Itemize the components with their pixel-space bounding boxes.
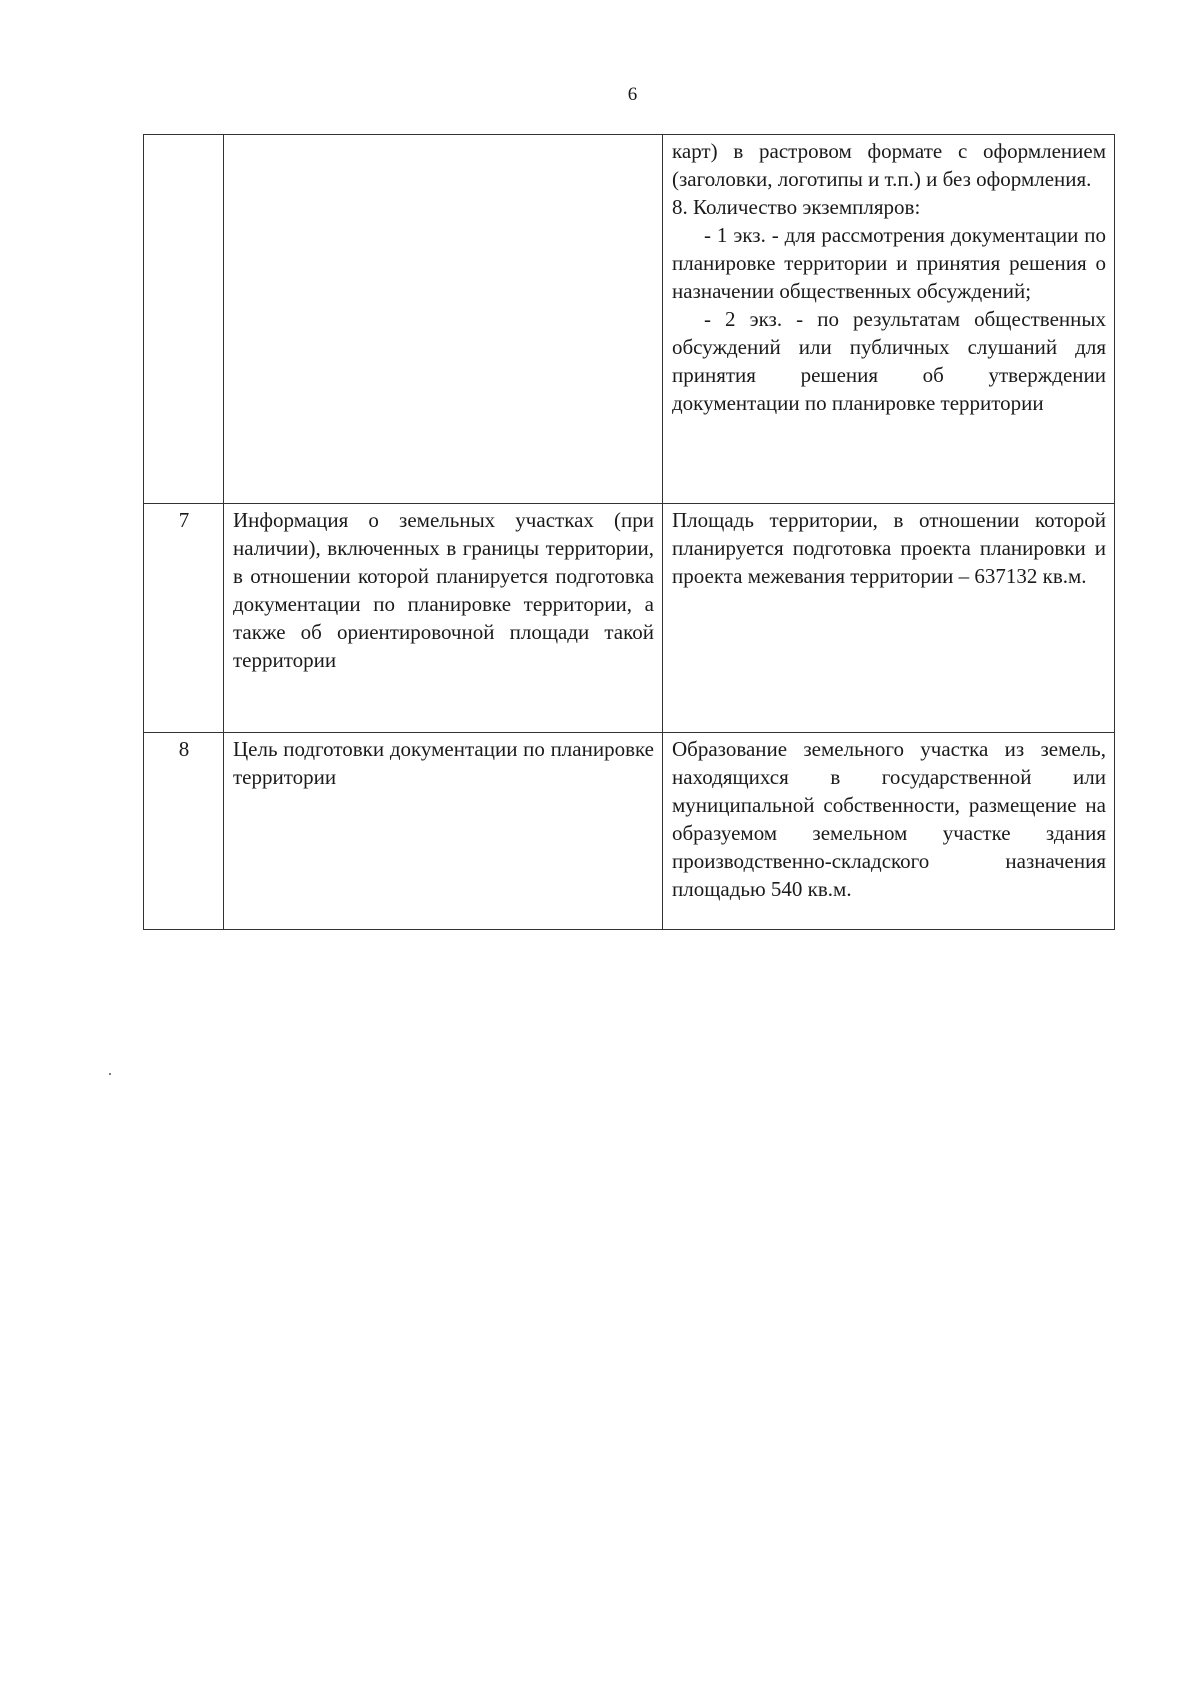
value-paragraph: 8. Количество экземпляров: <box>672 195 921 219</box>
value-paragraph: карт) в растровом формате с оформлением (заголовки, логотипы и т.п.) и без оформления. <box>672 139 1106 191</box>
table-row <box>144 135 1115 504</box>
row-name-cell: Информация о земельных участках (при наличии), включенных в границы территории, в отношении которой планируется подготовка документации по планировке территории, а также об ориентировочной площади такой территории <box>224 504 663 733</box>
page-number: 6 <box>627 84 638 105</box>
row-number-cell: 8 <box>144 733 224 930</box>
scan-speck <box>109 1073 111 1075</box>
row-value-cell: Площадь территории, в отношении которой планируется подготовка проекта планировки и проекта межевания территории – 637132 кв.м. <box>663 504 1115 733</box>
row-number-cell: 7 <box>144 504 224 733</box>
row-value-cell <box>663 135 1115 504</box>
row-name-cell: Цель подготовки документации по планировке территории <box>224 733 663 930</box>
table-row <box>144 733 1115 930</box>
value-paragraph: - 2 экз. - по результатам общественных обсуждений или публичных слушаний для принятия решения об утверждении документации по планировке территории <box>672 307 1106 415</box>
row-value-cell: Образование земельного участка из земель, находящихся в государственной или муниципальной собственности, размещение на образуемом земельном участке здания производственно-складского назначения площадью 540 кв.м. <box>663 733 1115 930</box>
requirements-table <box>143 134 1115 930</box>
value-paragraph: - 1 экз. - для рассмотрения документации по планировке территории и принятия решения о назначении общественных обсуждений; <box>672 223 1106 303</box>
row-name-cell <box>224 135 663 504</box>
row-number-cell <box>144 135 224 504</box>
table-row <box>144 504 1115 733</box>
